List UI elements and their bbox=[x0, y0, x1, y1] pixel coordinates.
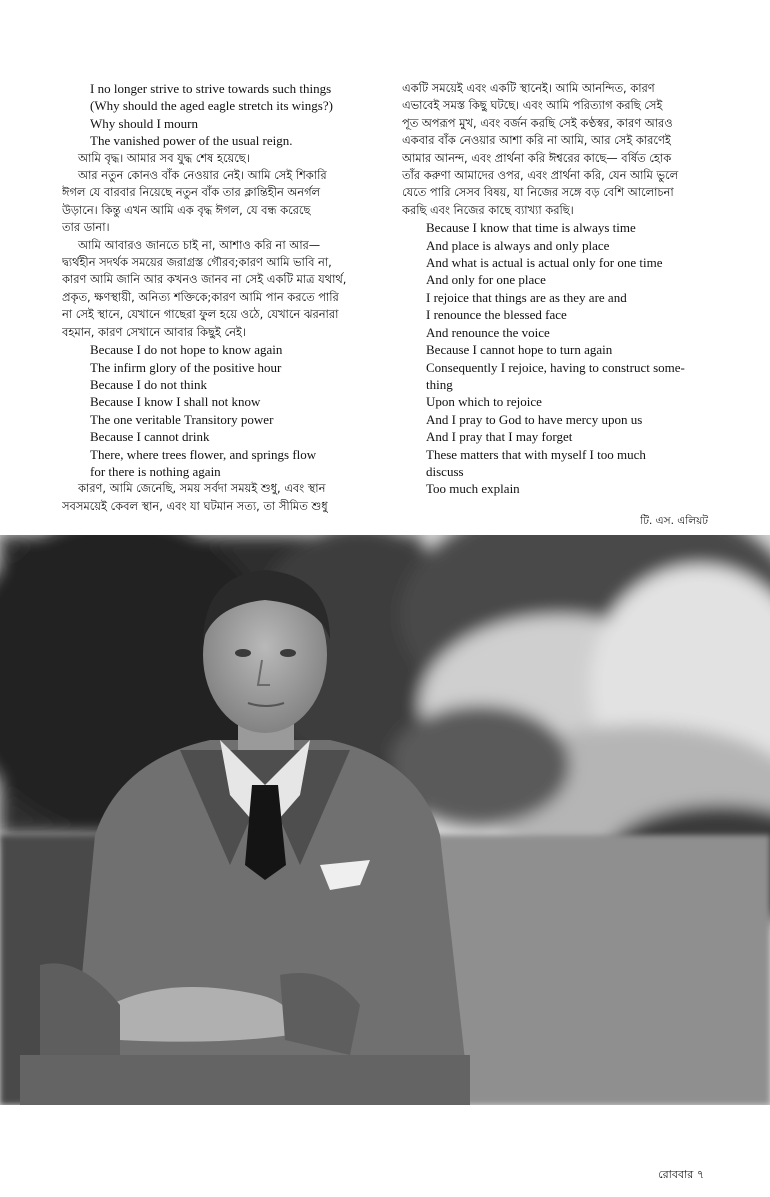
poem-line-bengali: সবসময়েই কেবল স্থান, এবং যা ঘটমান সত্য, তা সীমিত শুধু bbox=[62, 498, 328, 513]
portrait-photo-illustration bbox=[0, 535, 770, 1105]
poem-line-bengali: কারণ, আমি জেনেছি, সময় সর্বদা সময়ই শুধু, এবং স্থান bbox=[78, 481, 326, 496]
poem-line-bengali: একটি সময়েই এবং একটি স্থানেই। আমি আনন্দিত, কারণ bbox=[402, 81, 655, 95]
poem-line-english: These matters that with myself I too much bbox=[426, 446, 646, 462]
poem-line-english: Because I do not hope to know again bbox=[90, 342, 283, 358]
poem-line-bengali: আমি আবারও জানতে চাই না, আশাও করি না আর— bbox=[78, 237, 321, 252]
poem-line-english: Because I know that time is always time bbox=[426, 220, 636, 236]
poem-line-bengali: উড়ানে। কিন্তু এখন আমি এক বৃদ্ধ ঈগল, যে বন্ধ করেছে bbox=[62, 202, 311, 217]
poem-line-bengali: আমার আনন্দ, এবং প্রার্থনা করি ঈশ্বরের কাছে— বর্ষিত হোক bbox=[402, 150, 672, 165]
poem-line-english: I rejoice that things are as they are and bbox=[426, 289, 627, 305]
poem-line-bengali: যেতে পারি সেসব বিষয়, যা নিজের সঙ্গে বড় বেশি আলোচনা bbox=[402, 185, 674, 200]
poem-line-english: The one veritable Transitory power bbox=[90, 411, 274, 427]
poem-line-english: The infirm glory of the positive hour bbox=[90, 359, 282, 375]
poem-line-english: And I pray to God to have mercy upon us bbox=[426, 411, 643, 427]
poem-line-english: Because I know I shall not know bbox=[90, 394, 261, 410]
poem-line-english: Because I cannot hope to turn again bbox=[426, 342, 613, 358]
poem-line-bengali: না সেই স্থানে, যেখানে গাছেরা ফুল হয়ে ওঠে, যেখানে ঝরনারা bbox=[62, 307, 339, 322]
poem-line-bengali: দ্ব্যর্থহীন সদর্থক সময়ের জরাগ্রস্ত গৌরব;কারণ আমি ভাবি না, bbox=[62, 255, 332, 270]
poem-line-bengali: আর নতুন কোনও বাঁক নেওয়ার নেই। আমি সেই শিকারি bbox=[78, 168, 327, 183]
poem-line-english: I no longer strive to strive towards such things bbox=[90, 81, 332, 96]
poem-line-bengali: বহমান, কারণ সেখানে আবার কিছুই নেই। bbox=[62, 324, 246, 339]
poem-line-bengali: এভাবেই সমস্ত কিছু ঘটছে। এবং আমি পরিত্যাগ করছি সেই bbox=[402, 98, 663, 113]
poem-line-bengali: প্রকৃত, ক্ষণস্থায়ী, অনিত্য শক্তিকে;কারণ আমি পান করতে পারি bbox=[62, 289, 339, 304]
poem-line-bengali: করছি এবং নিজের কাছে ব্যাখ্যা করছি। bbox=[402, 202, 574, 217]
portrait-photo bbox=[0, 535, 770, 1105]
poem-line-english: And I pray that I may forget bbox=[426, 429, 573, 445]
poem-line-bengali: আমি বৃদ্ধ। আমার সব যুদ্ধ শেষ হয়েছে। bbox=[78, 150, 250, 165]
poem-line-english: for there is nothing again bbox=[90, 463, 221, 479]
poem-line-bengali: পূত অপরূপ মুখ, এবং বর্জন করছি সেই কণ্ঠস্বর, কারণ আরও bbox=[402, 115, 673, 130]
poem-line-english: Because I do not think bbox=[90, 376, 207, 392]
poem-line-english: The vanished power of the usual reign. bbox=[90, 133, 293, 149]
poem-right-column bbox=[402, 80, 707, 498]
poem-line-english: Consequently I rejoice, having to construct some- bbox=[426, 359, 685, 375]
poem-line-bengali: কারণ আমি জানি আর কখনও জানব না সেই একটি মাত্র যথার্থ, bbox=[62, 272, 347, 287]
poem-line-english: There, where trees flower, and springs flow bbox=[90, 446, 317, 462]
poem-left-column bbox=[62, 80, 367, 515]
poem-line-bengali: ঈগল যে বারবার নিয়েছে নতুন বাঁক তার ক্লান্তিহীন অনর্গল bbox=[62, 185, 321, 200]
poem-line-bengali: তার ডানা। bbox=[62, 220, 110, 235]
poem-line-english: (Why should the aged eagle stretch its wings?) bbox=[90, 98, 333, 114]
poem-line-english: I renounce the blessed face bbox=[426, 307, 567, 323]
poem-line-english: And only for one place bbox=[426, 272, 546, 288]
poem-line-english: And place is always and only place bbox=[426, 237, 610, 253]
poem-line-english: Too much explain bbox=[426, 481, 520, 497]
poem-line-bengali: তাঁর করুণা আমাদের ওপর, এবং প্রার্থনা করি, যেন আমি ভুলে bbox=[402, 168, 679, 183]
poem-line-english: And what is actual is actual only for one time bbox=[426, 255, 663, 271]
poem-line-english: Because I cannot drink bbox=[90, 429, 210, 445]
page-footer: রোববার ৭ bbox=[658, 1168, 704, 1181]
poem-line-english: discuss bbox=[426, 463, 464, 479]
poem-line-english: And renounce the voice bbox=[426, 324, 550, 340]
poem-line-english: thing bbox=[426, 376, 453, 392]
author-signature: টি. এস. এলিয়ট bbox=[640, 515, 708, 527]
poem-line-bengali: একবার বাঁক নেওয়ার আশা করি না আমি, আর সেই কারণেই bbox=[402, 133, 671, 148]
poem-line-english: Why should I mourn bbox=[90, 115, 198, 131]
poem-line-english: Upon which to rejoice bbox=[426, 394, 542, 410]
